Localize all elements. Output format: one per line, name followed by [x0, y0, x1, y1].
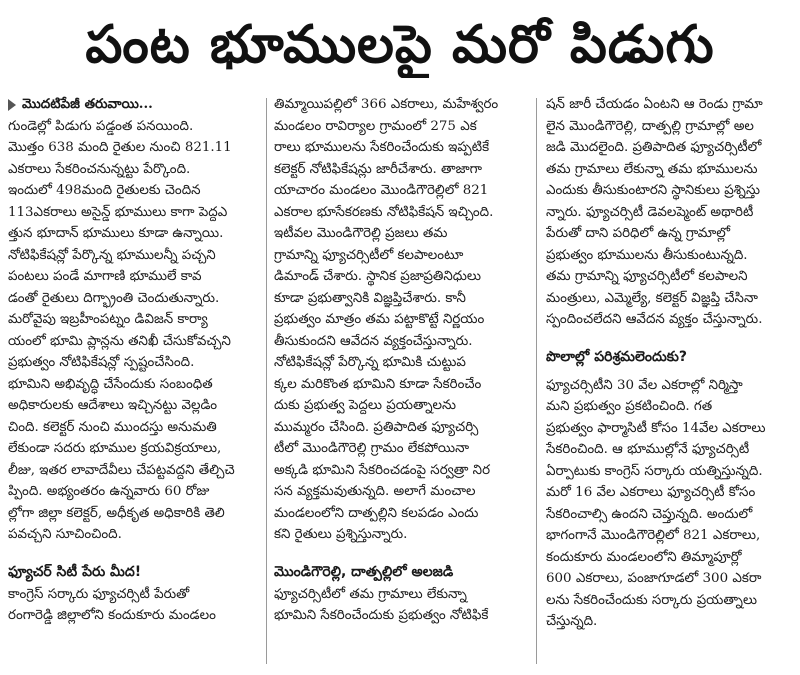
paragraph [546, 94, 794, 331]
column-3 [546, 94, 794, 633]
subheading: మొండిగౌరెల్లి, దాత్పల్లిలో అలజడి [274, 563, 454, 580]
text-line: యాచారం మండలం మొండిగౌరెల్లిలో 821 [274, 183, 489, 198]
text-line: కలెక్టర్ నోటిఫికేషన్లు జారీచేశారు. తాజాగా [274, 161, 482, 177]
text-line: మరోవైపు ఇబ్రహీంపట్నం డివిజన్ కార్యా [8, 312, 208, 327]
text-line: అక్కడి భూమిని సేకరించడంపై సర్వత్రా నిర [274, 462, 491, 478]
text-line: ఎకరాలు సేకరించనున్నట్టు పేర్కొంది. [8, 161, 191, 177]
text-line: త్తున భూదాన్ భూములు కూడా ఉన్నాయి. [8, 226, 224, 241]
text-line: జడి మొదలైంది. ప్రతిపాదిత ఫ్యూచర్సిటీలో [546, 140, 762, 155]
column-2 [274, 94, 536, 627]
text-line: ముమ్మరం చేసింది. ప్రతిపాదిత ఫ్యూచర్సి [274, 419, 479, 435]
text-line: గుండెల్లో పిడుగు పడ్డంత పనయింది. [8, 118, 194, 134]
text-line: ల్లోగా జిల్లా కలెక్టర్, అధీకృత అధికారికి తెలి [8, 505, 225, 521]
text-line: 113ఎకరాలు అసైన్డ్ భూములు కాగా పెద్దఎ [8, 204, 228, 220]
text-line: స్పందించలేదని ఆవేదన వ్యక్తం చేస్తున్నారు. [546, 312, 763, 327]
text-line: దుకు ప్రభుత్వ పెద్దలు ప్రయత్నాలను [274, 398, 457, 413]
text-line: సేకరించాల్సి ఉందని చెప్తున్నది. అందులో [546, 506, 753, 522]
text-line: మని ప్రభుత్వం ప్రకటించింది. గత [546, 399, 713, 414]
text-line: యంలో భూమి ప్లాన్లను తనిఖీ చేసుకోవచ్చని [8, 333, 231, 349]
text-line: మొత్తం 638 మంది రైతుల నుంచి 821.11 [8, 140, 232, 155]
text-line: కందుకూరు మండలంలోని తిమ్మాపూర్లో [546, 549, 742, 565]
text-line: ప్రభుత్వం ఫార్మాసిటీ కోసం 14వేల ఎకరాలు [546, 420, 766, 436]
text-line: డిమాండ్ చేశారు. స్థానిక ప్రజాప్రతినిధులు [274, 269, 482, 284]
text-line: షన్ జారీ చేయడం ఏంటని ఆ రెండు గ్రామా [546, 97, 763, 112]
text-line: ప్రభుత్వం నోటిఫికేషన్లో స్పష్టంచేసింది. [8, 355, 195, 370]
text-line: తమ గ్రామాలు లేకున్నా తమ భూములను [546, 161, 758, 177]
continuation-kicker [8, 94, 260, 116]
text-line: భాగంగానే మొండిగౌరెల్లిలో 821 ఎకరాలు, [546, 528, 761, 543]
text-line: పవచ్చని సూచించింది. [8, 527, 122, 542]
column-1 [8, 94, 260, 627]
text-line: ప్రభుత్వం మాత్రం తమ పట్టాకొట్టే నిర్ణయం [274, 312, 485, 327]
article-body [8, 94, 794, 670]
subheading: పొలాల్లో పరిశ్రమలెందుకు? [546, 348, 687, 365]
text-line: కాంగ్రెస్ సర్కారు ఫ్యూచర్సిటీ పేరుతో [8, 586, 190, 602]
text-line: లను సేకరించేందుకు సర్కారు ప్రయత్నాలు [546, 592, 758, 608]
text-line: కని రైతులు ప్రశ్నిస్తున్నారు. [274, 527, 408, 542]
text-line: నోటిఫికేషన్లో పేర్కొన్న భూమికి చుట్టుప [274, 355, 466, 370]
text-line: తిమ్మాయిపల్లిలో 366 ఎకరాలు, మహేశ్వరం [274, 97, 499, 112]
text-line: సన వ్యక్తమవుతున్నది. అలాగే మంచాల [274, 484, 476, 499]
text-line: మండలం రావిర్యాల గ్రామంలో 275 ఎక [274, 118, 477, 134]
text-line: న్నారు. ఫ్యూచర్సిటీ డెవలప్మెంట్ అథారిటీ [546, 204, 754, 220]
text-line: లైన మొండిగౌరెల్లి, దాత్పల్లి గ్రామాల్లో అల [546, 118, 754, 134]
text-line: చేస్తున్నది. [546, 614, 598, 629]
text-line: భూమిని సేకరించేందుకు ప్రభుత్వం నోటిఫికే [274, 608, 489, 623]
text-line: నోటిఫికేషన్లో పేర్కొన్న భూములన్నీ పచ్చని [8, 247, 216, 263]
text-line: ఎకరాల భూసేకరణకు నోటిఫికేషన్ ఇచ్చింది. [274, 204, 494, 220]
text-line: ప్పింది. అభ్యంతరం ఉన్నవారు 60 రోజు [8, 484, 210, 499]
text-line: ఫ్యూచర్సిటీని 30 వేల ఎకరాల్లో నిర్మిస్తా [546, 377, 743, 393]
text-line: భూమిని అభివృద్ధి చేసేందుకు సంబంధిత [8, 376, 213, 392]
text-line: ఇందులో 498మంది రైతులకు చెందిన [8, 183, 201, 198]
text-line: క్కల మరికొంత భూమిని కూడా సేకరించేం [274, 376, 482, 392]
subheading: ఫ్యూచర్ సిటీ పేరు మీద! [8, 563, 142, 580]
text-line: గ్రామాన్ని ఫ్యూచర్సిటీలో కలపాలంటూ [274, 247, 464, 263]
paragraph [274, 94, 536, 352]
text-line: తీసుకుందని ఆవేదన వ్యక్తంచేస్తున్నారు. [274, 333, 473, 349]
paragraph [8, 584, 260, 627]
triangle-arrow-icon [8, 99, 16, 111]
text-line: టీలో మొండిగౌరెల్లి గ్రామం లేకపోయినా [274, 441, 470, 456]
paragraph [274, 584, 536, 627]
text-line: 600 ఎకరాలు, పంజాగూడలో 300 ఎకరా [546, 571, 762, 586]
text-line: లీజు, ఇతర లావాదేవీలు చేపట్టవద్దని తేల్చిచె [8, 462, 235, 478]
paragraph [274, 352, 536, 546]
headline: పంట భూములపై మరో పిడుగు [85, 15, 715, 75]
paragraph [546, 375, 794, 633]
text-line: పేరుతో దాని పరిధిలో ఉన్న గ్రామాల్లో [546, 226, 731, 241]
text-line: అధికారులకు ఆదేశాలు ఇచ్చినట్టు వెల్లడిం [8, 398, 218, 413]
text-line: చింది. కలెక్టర్ నుంచి ముందస్తు అనుమతి [8, 419, 217, 435]
text-line: ప్రభుత్వం భూములను తీసుకుంటున్నది. [546, 247, 748, 263]
text-line: మండలంలోని దాత్పల్లిని కలపడం ఎందు [274, 505, 479, 521]
text-line: సేకరించింది. ఆ భూముల్లోనే ఫ్యూచర్సిటీ [546, 442, 750, 457]
text-line: మంత్రులు, ఎమ్మెల్యే, కలెక్టర్ విజ్ఞప్తి చేసినా [546, 290, 758, 306]
text-line: లేకుండా సదరు భూముల క్రయవిక్రయాలు, [8, 441, 222, 456]
paragraph [8, 116, 260, 546]
text-line: డంతో రైతులు దిగ్భ్రాంతి చెందుతున్నారు. [8, 290, 220, 306]
text-line: పంటలు పండే మాగాణి భూములే కావ [8, 269, 202, 284]
text-line: ఎందుకు తీసుకుంటారని స్థానికులు ప్రశ్నిస్తు [546, 183, 760, 198]
text-line: రంగారెడ్డి జిల్లాలోని కందుకూరు మండలం [8, 608, 216, 623]
text-line: ఏర్పాటుకు కాంగ్రెస్ సర్కారు యత్నిస్తున్నది. [546, 463, 763, 479]
text-line: ఫ్యూచర్సిటీలో తమ గ్రామాలు లేకున్నా [274, 586, 467, 602]
text-line: రాలు భూములను సేకరించేందుకు ఇప్పటికే [274, 140, 490, 155]
text-line: మరో 16 వేల ఎకరాలు ఫ్యూచర్సిటీ కోసం [546, 485, 756, 500]
text-line: తమ గ్రామాన్ని ఫ్యూచర్సిటీలో కలపాలని [546, 269, 748, 284]
text-line: కూడా ప్రభుత్వానికి విజ్ఞప్తిచేశారు. కానీ [274, 290, 466, 306]
kicker-text: మొదటిపేజీ తరువాయి... [22, 96, 153, 112]
text-line: ఇటీవల మొండిగౌరెల్లి ప్రజలు తమ [274, 226, 448, 241]
